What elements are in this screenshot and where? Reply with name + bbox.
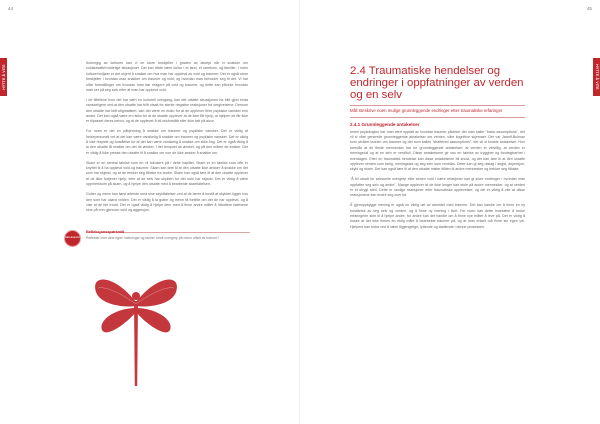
chapter-column: [350, 61, 525, 235]
paragraph: Skam er en sentral følelse som en vil fokusere på i dette kapitlet. Skam er en følelse som ofte er knyttet til å ha opplevd vold og traumer. Skam kan føre til at den utsatte ikke ønsker å snakke om det som har skjedd, og at de trekker seg tilbake fra andre. Skam kan også føre til at den utsatte opplever at de ikke fortjener hjelp, eller at de selv har skylden for det som har skjedd. Det er viktig å være oppmerksom på skam, og å hjelpe den utsatte med å bearbeide skamfølelsen.: [86, 160, 248, 187]
reflection-question: Reflekter over dine egne holdninger og tanker rundt overgrep på menn utført av kvinner?: [86, 236, 220, 240]
section-tab-label: HYTTE Å VITE: [594, 64, 599, 90]
paragraph: For noen er det en påkjenning å snakke om traumer og psykiske vansker. Det er viktig at helsepersonell vet at det kan være vanskelig å snakke om traumer og psykiske vansker. Det er viktig å vise respekt og forståelse for at det kan være vanskelig å snakke om slike ting. Det er også viktig å la den utsatte få snakke om det de ønsker, i det tempoet de ønsker, og på den måten de ønsker. Det er viktig å ikke presse den utsatte til å snakke om noe de ikke ønsker å snakke om.: [86, 129, 248, 155]
reflection-title: Refleksjonsspørsmål: [86, 230, 125, 234]
paragraph: "Å bli utsatt for seksuelle overgrep eller annen vold i nære relasjoner kan gi store endringer i hvordan man oppfatter seg selv og andre". Mange opplever at de ikke lenger kan stole på andre mennesker, og at verden er et utrygt sted. Dette er vanlige reaksjoner etter traumatiske opplevelser, og det er viktig å vite at disse reaksjonene kan endre seg over tid.: [350, 177, 525, 198]
section-tab-label: HYTTE Å VITE: [1, 64, 6, 90]
chapter-goal: Mål: Beskrive noen mulige grunnleggende endringer etter traumatiske erfaringer: [350, 108, 503, 113]
page-number: 45: [586, 6, 592, 11]
paragraph: Gutter og menn kan først arbeide med sine skyldfølelser ved at de lærer å forstå at skylden ligger hos den som har utøvd volden. Det er viktig å la gutter og menn få fortelle om det de har opplevd, og å vise at de blir trodd. Det er også viktig å hjelpe dem med å finne andre måter å håndtere følelsene sine på enn gjennom vold og aggresjon.: [86, 192, 248, 213]
paragraph: Avhengig av kulturen kan vi se store forskjeller i graden av aksept når vi snakker om voldsutsatte/voldelige situasjoner. Det kan både være kultur i et land, et samfunn, og familier. I noen kulturer/miljøer er det ukjent å snakke om hva man har opplevd av vold og traumer. Det er også store forskjeller i hvordan man snakker om traumer og vold, og hvordan man forholder seg til det. Vi har ulike forestillinger om hvordan man bør reagere på vold og traumer, og dette kan påvirke hvordan man ser på seg selv etter at man har opplevd vold.: [86, 61, 248, 93]
reflection-badge-label: REFLEKSJON: [65, 236, 80, 239]
divider: [350, 105, 525, 106]
section-tab: [593, 58, 600, 96]
reflection-box: [64, 230, 250, 250]
section-heading: 2.4.1 Grunnleggende antakelser: [350, 121, 420, 127]
page-number: 44: [8, 6, 14, 11]
chapter-title: 2.4 Traumatiske hendelser og endringer i oppfatninger av verden og en selv: [350, 65, 524, 101]
reflection-badge-icon: [64, 230, 81, 247]
dragonfly-illustration: [86, 268, 186, 390]
paragraph: I de tilfellene hvor det har vært en kulturell overgang, kan det utsatte situasjonen ha blitt gjort enda vanskeligere ved at den utsatte har blitt utsatt for sterke negative reaksjoner fra omgivelsene. Dersom den utsatte har blitt stigmatisert, kan det være en risiko for at de opplever flere psykiske vansker enn andre. Det kan også være en risiko for at de utsatte opplever at de ikke får hjelp, at hjelpen de får ikke er tilpasset deres behov, og at de opplever å bli misforstått eller ikke tatt på alvor.: [86, 97, 249, 124]
section-tab: [0, 58, 7, 96]
divider: [350, 117, 525, 118]
paragraph: Å gjenoppbygge mening er også en viktig del av arbeidet med traumer. Det kan handle om å finne en ny forståelse av seg selv og verden, og å finne ny mening i livet. For noen kan dette innebære å bruke erfaringene sine til å hjelpe andre, for andre kan det handle om å finne nye måter å leve på. Det er viktig å huske at det ikke finnes én riktig måte å bearbeide traumer på, og at hver enkelt må finne sin egen vei. Hjelpere kan bidra ved å være tilgjengelige, lyttende og støttende i denne prosessen.: [350, 203, 525, 229]
body-text: [86, 61, 248, 218]
paragraph: Innen psykologien har man vært opptatt av hvordan traumer påvirker det man kaller "basic assumptions", det vil si våre generelle grunnleggende antakelser om verden, våre kognitive skjemaer. Det var Janoff-Bulman som utviklet teorien om traumer og det som kalles "shattered assumptions", det vil si knuste antakelser. Hun foreslår at de fleste mennesker har tre grunnleggende antakelser: at verden er velvillig, at verden er meningsfull og at en selv er verdifull. Disse antakelsene gir oss en følelse av trygghet og forutsigbarhet i hverdagen. Etter en traumatisk hendelse kan disse antakelsene bli knust, og det kan føre til at den utsatte opplever verden som farlig, meningsløs og seg selv som verdiløs. Dette kan gi seg utslag i angst, depresjon, skyld og skam. Det kan også føre til at den utsatte mister tilliten til andre mennesker og trekker seg tilbake.: [350, 129, 525, 172]
